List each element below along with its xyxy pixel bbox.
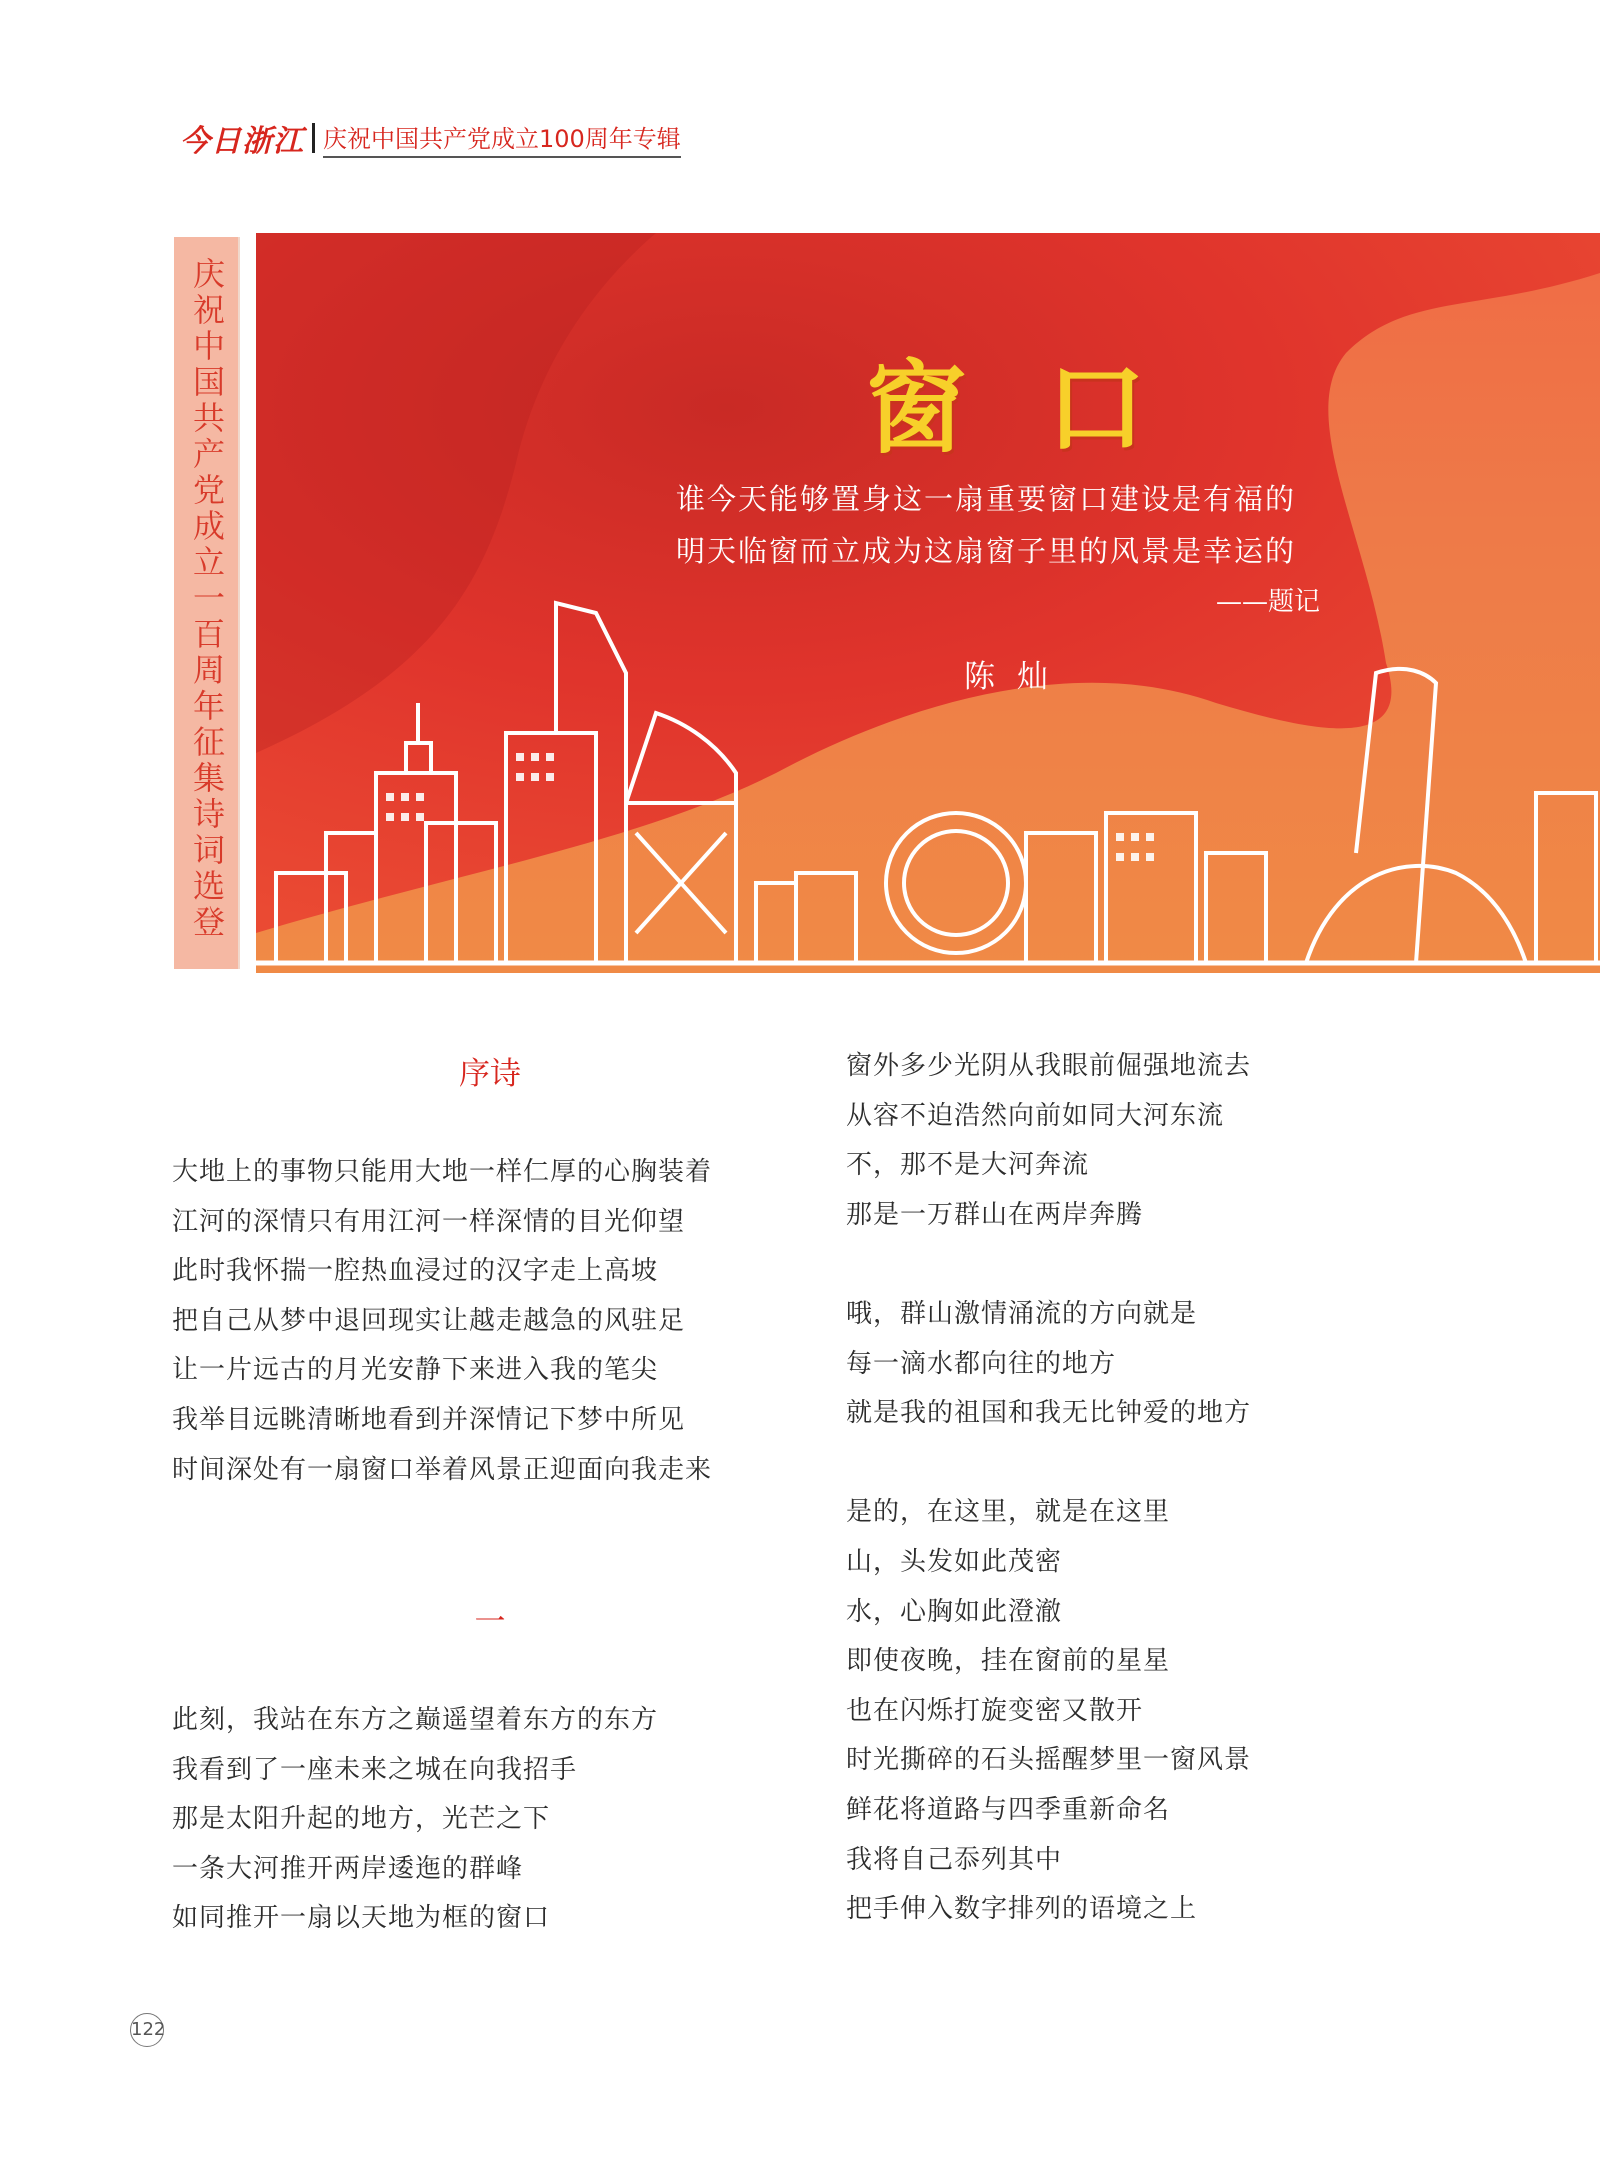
magazine-logo: 今日浙江 [180, 124, 304, 159]
poem-line: 哦，群山激情涌流的方向就是 [846, 1298, 1198, 1329]
poem-line: 大地上的事物只能用大地一样仁厚的心胸装着 [172, 1157, 713, 1187]
poem-line: 水，心胸如此澄澈 [846, 1596, 1063, 1627]
poem-line: 那是太阳升起的地方，光芒之下 [172, 1804, 551, 1835]
epigraph-line: 明天临窗而立成为这扇窗子里的风景是幸运的 [676, 534, 1297, 568]
poem-line: 窗外多少光阴从我眼前倔强地流去 [846, 1051, 1252, 1081]
side-banner [174, 237, 240, 969]
poem-line: 那是一万群山在两岸奔腾 [846, 1199, 1144, 1230]
hero-banner [256, 233, 1600, 973]
poem-line: 每一滴水都向往的地方 [846, 1348, 1117, 1379]
poem-line: 把手伸入数字排列的语境之上 [846, 1894, 1198, 1925]
poem-line: 我看到了一座未来之城在向我招手 [172, 1754, 578, 1785]
page-number: 122 [130, 2013, 164, 2047]
poem-line: 把自己从梦中退回现实让越走越急的风驻足 [172, 1305, 686, 1336]
poem-line: 即使夜晚，挂在窗前的星星 [846, 1646, 1171, 1677]
poem-line: 一条大河推开两岸逶迤的群峰 [172, 1853, 524, 1884]
poem-title: 窗口 [866, 349, 1226, 467]
poem-line: 时间深处有一扇窗口举着风景正迎面向我走来 [172, 1454, 713, 1485]
poem-line: 时光撕碎的石头摇醒梦里一窗风景 [846, 1745, 1252, 1776]
poem-line: 山，头发如此茂密 [846, 1546, 1063, 1577]
poem-line: 此刻，我站在东方之巅遥望着东方的东方 [172, 1705, 659, 1735]
epigraph-line: 谁今天能够置身这一扇重要窗口建设是有福的 [676, 482, 1297, 516]
poem-line: 不，那不是大河奔流 [846, 1150, 1090, 1181]
poem-line: 鲜花将道路与四季重新命名 [846, 1794, 1171, 1825]
special-issue-title: 庆祝中国共产党成立100周年专辑 [323, 119, 681, 158]
right-column-poem [846, 1042, 1251, 1935]
poem-line: 是的，在这里，就是在这里 [846, 1497, 1171, 1528]
page-header [180, 118, 681, 158]
side-banner-text: 庆祝中国共产党成立一百周年征集诗词选登 [188, 257, 226, 941]
epigraph-signature: ——题记 [1216, 587, 1321, 617]
prelude-poem [172, 1148, 712, 1495]
stanza-gap [846, 1439, 1251, 1489]
part-one-title: 一 [474, 1604, 506, 1640]
author-name: 陈灿 [964, 659, 1070, 695]
epigraph [676, 473, 1296, 577]
poem-line: 我举目远眺清晰地看到并深情记下梦中所见 [172, 1404, 686, 1435]
poem-line: 我将自己忝列其中 [846, 1844, 1063, 1875]
prelude-title: 序诗 [459, 1056, 521, 1092]
stanza-gap [846, 1240, 1251, 1290]
poem-line: 从容不迫浩然向前如同大河东流 [846, 1100, 1225, 1131]
poem-line: 此时我怀揣一腔热血浸过的汉字走上高坡 [172, 1256, 659, 1287]
poem-line: 江河的深情只有用江河一样深情的目光仰望 [172, 1206, 686, 1237]
poem-line: 如同推开一扇以天地为框的窗口 [172, 1903, 551, 1934]
part-one-poem [172, 1696, 658, 1944]
poem-line: 让一片远古的月光安静下来进入我的笔尖 [172, 1355, 659, 1386]
header-divider [312, 123, 315, 153]
poem-line: 也在闪烁打旋变密又散开 [846, 1695, 1144, 1726]
poem-line: 就是我的祖国和我无比钟爱的地方 [846, 1398, 1252, 1429]
